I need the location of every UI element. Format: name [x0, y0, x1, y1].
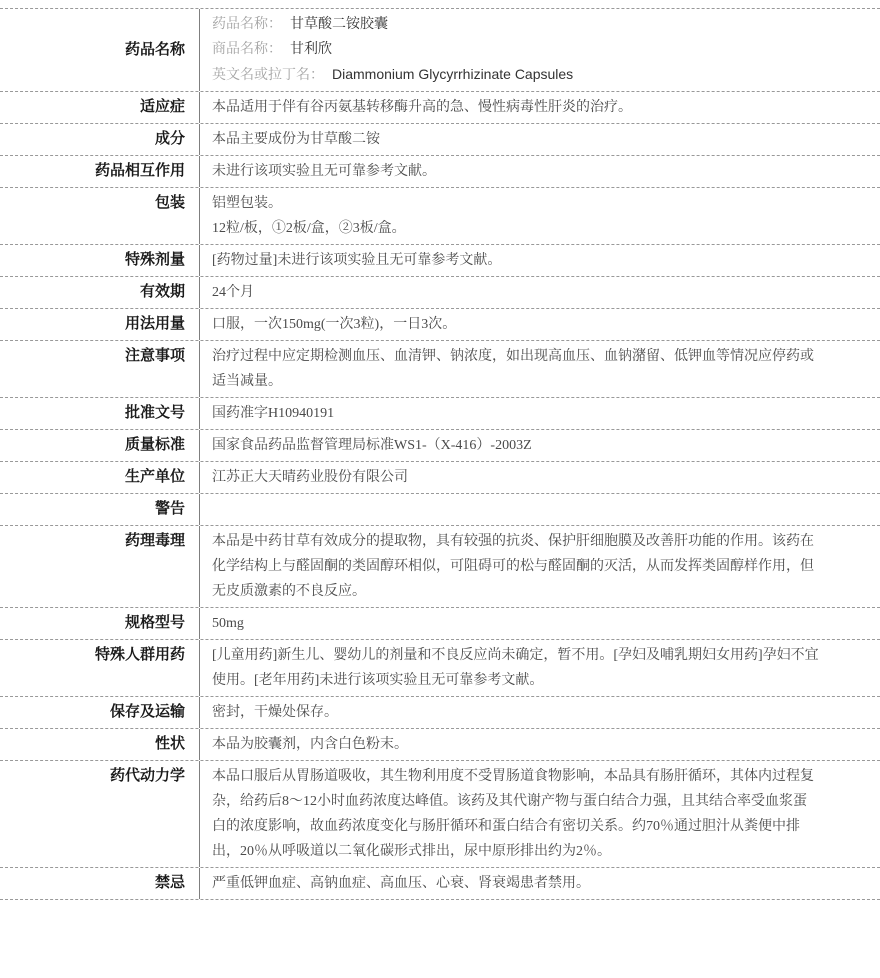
table-row-indications — [0, 92, 880, 124]
row-label: 药品名称 — [0, 9, 200, 91]
table-row-packaging — [0, 188, 880, 245]
row-value: 国家食品药品监督管理局标准WS1-（X-416）-2003Z — [212, 438, 532, 453]
row-label: 有效期 — [0, 277, 200, 308]
row-label: 特殊剂量 — [0, 245, 200, 276]
row-value: 本品是中药甘草有效成分的提取物，具有较强的抗炎、保护肝细胞膜及改善肝功能的作用。该药在化学结构上与醛固酮的类固醇环相似，可阻碍可的松与醛固酮的灭活，从而发挥类固醇样作用，但无皮质激素的不良反应。 — [212, 534, 814, 599]
table-row-storage-transport — [0, 697, 880, 729]
table-row-special-populations — [0, 640, 880, 697]
row-label: 适应症 — [0, 92, 200, 123]
table-row-dosage-administration — [0, 309, 880, 341]
row-label: 警告 — [0, 494, 200, 525]
table-row-ingredients — [0, 124, 880, 156]
field-label: 药品名称： — [212, 17, 282, 32]
trade-name-field — [212, 37, 820, 62]
field-value: 甘利欣 — [290, 42, 332, 57]
row-value: [儿童用药]新生儿、婴幼儿的剂量和不良反应尚未确定，暂不用。[孕妇及哺乳期妇女用药]孕妇不宜使用。[老年用药]未进行该项实验且无可靠参考文献。 — [212, 648, 819, 688]
row-label: 规格型号 — [0, 608, 200, 639]
table-row-warning — [0, 494, 880, 526]
table-row-specification — [0, 608, 880, 640]
row-value: 本品口服后从胃肠道吸收，其生物利用度不受胃肠道食物影响，本品具有肠肝循环，其体内过程复杂，给药后8～12小时血药浓度达峰值。该药及其代谢产物与蛋白结合力强，且其结合率受血浆蛋白的浓度影响，故血药浓度变化与肠肝循环和蛋白结合有密切关系。约70％通过胆汁从粪便中排出，20％从呼吸道以二氧化碳形式排出，尿中原形排出约为2％。 — [212, 769, 814, 859]
row-value: 24个月 — [212, 285, 254, 300]
row-value — [200, 9, 880, 91]
row-label: 保存及运输 — [0, 697, 200, 728]
table-row-pharmacology-toxicology — [0, 526, 880, 608]
row-value: 江苏正大天晴药业股份有限公司 — [212, 470, 408, 485]
table-row-shelf-life — [0, 277, 880, 309]
row-label: 包装 — [0, 188, 200, 244]
row-value: 50mg — [212, 616, 244, 631]
table-row-approval-number — [0, 398, 880, 430]
table-row-contraindications — [0, 868, 880, 900]
row-value: 未进行该项实验且无可靠参考文献。 — [212, 164, 436, 179]
row-value: 密封，干燥处保存。 — [212, 705, 338, 720]
table-row-precautions — [0, 341, 880, 398]
row-label: 禁忌 — [0, 868, 200, 899]
row-label: 质量标准 — [0, 430, 200, 461]
english-name-field — [212, 62, 820, 88]
row-value: 本品为胶囊剂，内含白色粉末。 — [212, 737, 408, 752]
row-label: 批准文号 — [0, 398, 200, 429]
row-label: 性状 — [0, 729, 200, 760]
packaging-line: 铝塑包装。 — [212, 196, 282, 211]
packaging-line: 12粒/板，①2板/盒，②3板/盒。 — [212, 221, 406, 236]
row-label: 药品相互作用 — [0, 156, 200, 187]
row-label: 注意事项 — [0, 341, 200, 397]
row-label: 药理毒理 — [0, 526, 200, 607]
row-label: 成分 — [0, 124, 200, 155]
row-value: 口服，一次150mg(一次3粒)，一日3次。 — [212, 317, 457, 332]
table-row-description — [0, 729, 880, 761]
row-value: 本品适用于伴有谷丙氨基转移酶升高的急、慢性病毒性肝炎的治疗。 — [212, 100, 632, 115]
row-value: 治疗过程中应定期检测血压、血清钾、钠浓度，如出现高血压、血钠潴留、低钾血等情况应停药或适当减量。 — [212, 349, 814, 389]
field-value: 甘草酸二铵胶囊 — [290, 17, 388, 32]
drug-name-field — [212, 12, 820, 37]
field-label: 英文名或拉丁名： — [212, 68, 324, 83]
row-value — [200, 188, 880, 244]
table-row-special-dosage — [0, 245, 880, 277]
drug-info-table — [0, 8, 880, 900]
table-row-drug-interactions — [0, 156, 880, 188]
row-value: [药物过量]未进行该项实验且无可靠参考文献。 — [212, 253, 502, 268]
row-label: 特殊人群用药 — [0, 640, 200, 696]
table-row-pharmacokinetics — [0, 761, 880, 868]
row-label: 生产单位 — [0, 462, 200, 493]
row-label: 用法用量 — [0, 309, 200, 340]
row-value: 国药准字H10940191 — [212, 406, 335, 421]
row-value: 严重低钾血症、高钠血症、高血压、心衰、肾衰竭患者禁用。 — [212, 876, 590, 891]
table-row-manufacturer — [0, 462, 880, 494]
row-value — [200, 494, 880, 525]
row-value: 本品主要成份为甘草酸二铵 — [212, 132, 380, 147]
field-value: Diammonium Glycyrrhizinate Capsules — [332, 66, 574, 82]
row-label: 药代动力学 — [0, 761, 200, 867]
table-row-drug-name — [0, 9, 880, 92]
table-row-quality-standard — [0, 430, 880, 462]
field-label: 商品名称： — [212, 42, 282, 57]
